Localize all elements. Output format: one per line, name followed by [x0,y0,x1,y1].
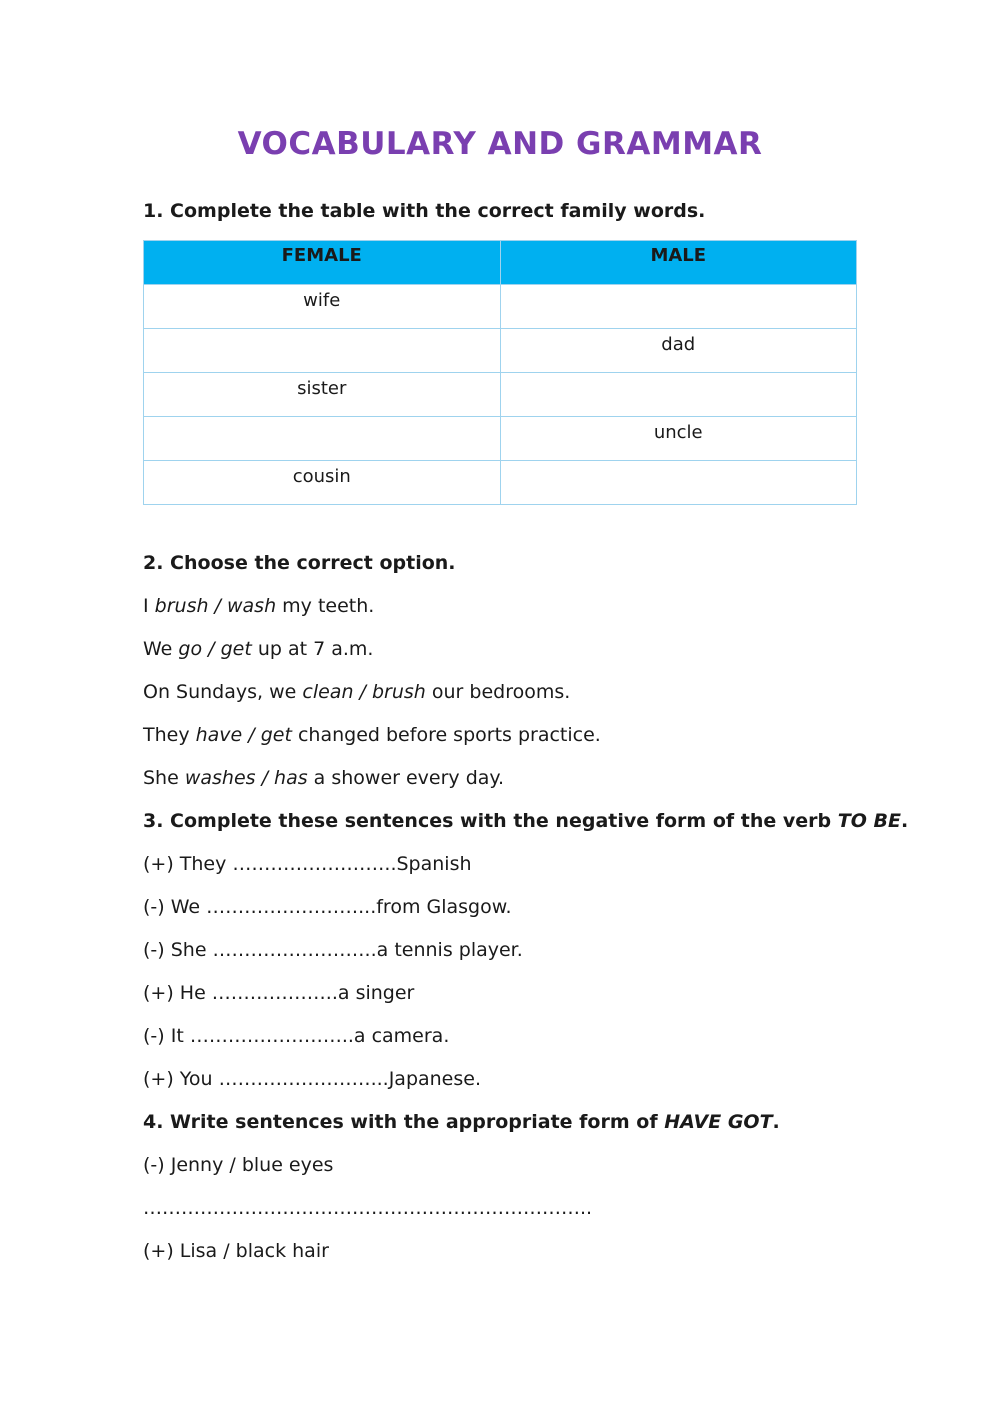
answer-options[interactable]: go / get [178,638,252,660]
table-row [144,373,857,417]
table-cell-male[interactable] [500,461,857,505]
table-row [144,461,857,505]
page-title: VOCABULARY AND GRAMMAR [237,126,763,162]
sentence-end: my teeth. [276,595,375,617]
table-cell-male[interactable] [500,285,857,329]
section3-heading [143,810,908,832]
heading-text: 3. Complete these sentences with the negative form of the verb [143,810,838,832]
table-cell-female[interactable]: wife [144,285,501,329]
section1-heading: 1. Complete the table with the correct family words. [143,200,706,222]
table-cell-male[interactable] [500,373,857,417]
table-row [144,329,857,373]
fill-in-sentence[interactable]: (-) It ……………………..a camera. [143,1025,450,1047]
family-words-table [143,240,857,505]
fill-in-sentence[interactable]: (+) You ……………………...Japanese. [143,1068,482,1090]
table-cell-female[interactable] [144,329,501,373]
sentence-end: up at 7 a.m. [251,638,374,660]
choice-sentence [143,767,504,789]
sentence-start: She [143,767,185,789]
sentence-end: changed before sports practice. [291,724,601,746]
sentence-end: our bedrooms. [425,681,571,703]
answer-options[interactable]: clean / brush [302,681,426,703]
sentence-end: a shower every day. [307,767,504,789]
heading-text: 4. Write sentences with the appropriate form of [143,1111,665,1133]
choice-sentence [143,724,601,746]
fill-in-sentence[interactable]: (-) She ……………………..a tennis player. [143,939,523,961]
heading-emphasis: TO BE [837,810,901,832]
heading-end: . [772,1111,780,1133]
table-cell-male[interactable]: dad [500,329,857,373]
choice-sentence [143,681,570,703]
column-header-female: FEMALE [144,241,501,285]
sentence-prompt: (-) Jenny / blue eyes [143,1154,334,1176]
table-cell-female[interactable]: sister [144,373,501,417]
choice-sentence [143,638,373,660]
answer-line[interactable]: …………………………………………………………….. [143,1197,593,1219]
section4-heading [143,1111,780,1133]
column-header-male: MALE [500,241,857,285]
choice-sentence [143,595,374,617]
sentence-start: I [143,595,155,617]
sentence-start: On Sundays, we [143,681,303,703]
table-cell-female[interactable] [144,417,501,461]
table-cell-male[interactable]: uncle [500,417,857,461]
answer-options[interactable]: washes / has [184,767,308,789]
fill-in-sentence[interactable]: (+) He ………………..a singer [143,982,415,1004]
sentence-start: We [143,638,179,660]
heading-emphasis: HAVE GOT [664,1111,773,1133]
answer-options[interactable]: brush / wash [154,595,277,617]
answer-options[interactable]: have / get [195,724,292,746]
table-row [144,285,857,329]
fill-in-sentence[interactable]: (+) They ……………………..Spanish [143,853,472,875]
heading-end: . [900,810,909,832]
sentence-prompt: (+) Lisa / black hair [143,1240,329,1262]
table-row [144,417,857,461]
sentence-start: They [143,724,196,746]
fill-in-sentence[interactable]: (-) We ……………………...from Glasgow. [143,896,512,918]
table-cell-female[interactable]: cousin [144,461,501,505]
section2-heading: 2. Choose the correct option. [143,552,456,574]
table-header-row [144,241,857,285]
